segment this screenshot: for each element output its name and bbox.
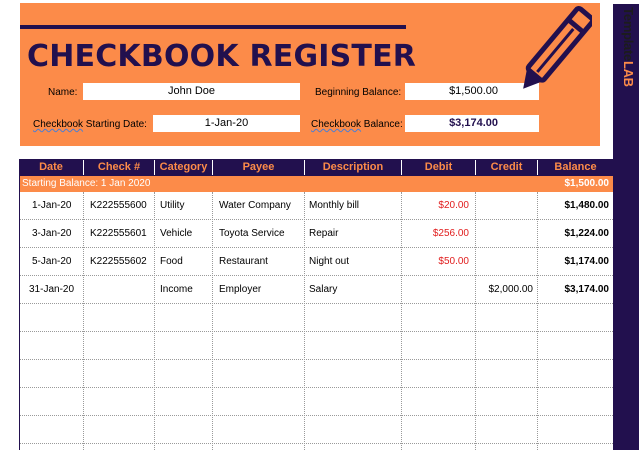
cell-description: Monthly bill: [309, 200, 360, 211]
templatelab-logo: [613, 4, 639, 104]
cell-credit: [476, 228, 533, 240]
cell-balance: $1,174.00: [564, 256, 609, 267]
page-title: CHECKBOOK REGISTER: [27, 39, 417, 74]
name-label: Name:: [48, 87, 78, 98]
starting-balance-row: [19, 176, 613, 192]
beginning-balance-field[interactable]: $1,500.00: [405, 83, 539, 100]
row-divider: [19, 219, 613, 220]
checkbook-balance-label: [311, 119, 403, 130]
pencil-icon: [514, 2, 592, 102]
header-banner: [20, 3, 600, 146]
table-left-border: [19, 159, 20, 450]
logo-text: [618, 1, 636, 93]
row-divider: [19, 443, 613, 444]
cell-description: Salary: [309, 284, 338, 295]
row-divider: [19, 331, 613, 332]
starting-balance-value: $1,500.00: [564, 178, 609, 189]
beginning-balance-label: Beginning Balance:: [315, 87, 402, 98]
cell-balance: $1,480.00: [564, 200, 609, 211]
cell-payee: Toyota Service: [219, 228, 285, 239]
header-debit: Debit: [424, 161, 453, 173]
starting-date-label-rest: Starting Date:: [83, 119, 147, 130]
header-check: Check #: [97, 161, 141, 173]
column-divider: [212, 192, 213, 450]
cell-category: Income: [160, 284, 193, 295]
starting-date-label: [33, 119, 147, 130]
table-header-row: [19, 159, 613, 176]
checkbook-balance-field: $3,174.00: [405, 115, 539, 132]
cell-category: Vehicle: [160, 228, 193, 239]
cell-debit: [402, 284, 469, 296]
row-divider: [19, 387, 613, 388]
cell-description: Night out: [309, 256, 350, 267]
cell-date: 5-Jan-20: [32, 256, 72, 267]
name-field[interactable]: John Doe: [83, 83, 300, 100]
row-divider: [19, 275, 613, 276]
header-balance: Balance: [554, 161, 597, 173]
cell-payee: Employer: [219, 284, 262, 295]
starting-balance-label: Starting Balance: 1 Jan 2020: [22, 178, 151, 189]
column-divider: [83, 192, 84, 450]
table-body: [19, 192, 613, 450]
header-payee: Payee: [242, 161, 275, 173]
cell-debit: $256.00: [432, 228, 469, 239]
column-divider: [154, 192, 155, 450]
checkbook-balance-label-rest: Balance:: [361, 119, 403, 130]
cell-payee: Restaurant: [219, 256, 268, 267]
checkbook-balance-label-word: Checkbook: [311, 119, 362, 130]
cell-debit: $20.00: [438, 200, 469, 211]
logo-text-template: Template: [621, 7, 636, 61]
header-description: Description: [322, 161, 384, 173]
cell-debit: $50.00: [438, 256, 469, 267]
cell-credit: $2,000.00: [488, 284, 533, 295]
header-date: Date: [39, 161, 63, 173]
cell-check: K222555602: [90, 256, 147, 267]
row-divider: [19, 303, 613, 304]
title-rule: [20, 25, 406, 29]
cell-date: 1-Jan-20: [32, 200, 72, 211]
cell-check: K222555600: [90, 200, 147, 211]
cell-balance: $1,224.00: [564, 228, 609, 239]
cell-credit: [476, 256, 533, 268]
cell-check: K222555601: [90, 228, 147, 239]
cell-date: 3-Jan-20: [32, 228, 72, 239]
header-credit: Credit: [490, 161, 523, 173]
cell-description: Repair: [309, 228, 339, 239]
cell-balance: $3,174.00: [564, 284, 609, 295]
row-divider: [19, 359, 613, 360]
cell-category: Utility: [160, 200, 185, 211]
logo-text-lab: LAB: [621, 60, 636, 87]
row-divider: [19, 247, 613, 248]
header-category: Category: [159, 161, 208, 173]
cell-category: Food: [160, 256, 183, 267]
cell-credit: [476, 200, 533, 212]
row-divider: [19, 415, 613, 416]
column-divider: [304, 192, 305, 450]
cell-payee: Water Company: [219, 200, 291, 211]
cell-date: 31-Jan-20: [29, 284, 75, 295]
starting-date-label-word: Checkbook: [33, 119, 84, 130]
starting-date-field[interactable]: 1-Jan-20: [153, 115, 300, 132]
